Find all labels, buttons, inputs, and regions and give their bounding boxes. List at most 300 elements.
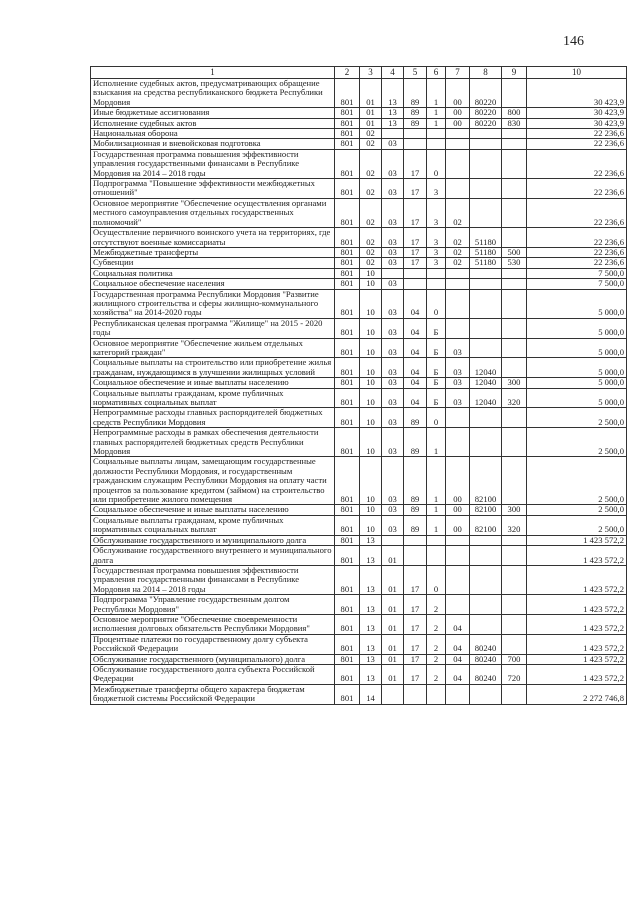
table-row bbox=[91, 279, 627, 289]
code-cell: 3 bbox=[427, 228, 446, 248]
code-cell bbox=[470, 318, 502, 338]
column-header: 8 bbox=[470, 67, 502, 79]
code-cell: 01 bbox=[382, 595, 404, 615]
code-cell bbox=[427, 268, 446, 278]
table-row bbox=[91, 289, 627, 318]
table-row bbox=[91, 228, 627, 248]
code-cell bbox=[427, 129, 446, 139]
code-cell: 01 bbox=[360, 79, 382, 108]
code-cell: 04 bbox=[404, 358, 427, 378]
code-cell: 03 bbox=[382, 198, 404, 227]
code-cell bbox=[502, 289, 527, 318]
column-header: 6 bbox=[427, 67, 446, 79]
code-cell bbox=[470, 198, 502, 227]
code-cell: 02 bbox=[360, 228, 382, 248]
amount-cell: 22 236,6 bbox=[527, 198, 627, 227]
amount-cell: 5 000,0 bbox=[527, 378, 627, 388]
code-cell bbox=[470, 268, 502, 278]
code-cell: 801 bbox=[335, 129, 360, 139]
code-cell: 89 bbox=[404, 79, 427, 108]
code-cell bbox=[502, 279, 527, 289]
code-cell bbox=[502, 268, 527, 278]
column-header: 3 bbox=[360, 67, 382, 79]
code-cell: 13 bbox=[360, 565, 382, 594]
column-header: 9 bbox=[502, 67, 527, 79]
code-cell: 80240 bbox=[470, 654, 502, 664]
code-cell bbox=[404, 268, 427, 278]
code-cell: 17 bbox=[404, 149, 427, 178]
code-cell: 03 bbox=[382, 505, 404, 515]
row-name: Обслуживание государственного долга субъекта Российской Федерации bbox=[91, 664, 335, 684]
code-cell: 03 bbox=[382, 378, 404, 388]
code-cell: 530 bbox=[502, 258, 527, 268]
column-header: 2 bbox=[335, 67, 360, 79]
amount-cell: 2 500,0 bbox=[527, 515, 627, 535]
code-cell: 2 bbox=[427, 595, 446, 615]
code-cell bbox=[446, 546, 470, 566]
column-header: 7 bbox=[446, 67, 470, 79]
code-cell bbox=[446, 289, 470, 318]
amount-cell: 2 500,0 bbox=[527, 457, 627, 505]
code-cell: 00 bbox=[446, 515, 470, 535]
code-cell: 13 bbox=[382, 79, 404, 108]
code-cell bbox=[502, 428, 527, 457]
code-cell: 801 bbox=[335, 664, 360, 684]
code-cell bbox=[404, 535, 427, 545]
table-row bbox=[91, 614, 627, 634]
code-cell: 13 bbox=[360, 535, 382, 545]
table-row bbox=[91, 338, 627, 358]
code-cell: 0 bbox=[427, 408, 446, 428]
code-cell: 801 bbox=[335, 408, 360, 428]
code-cell: 17 bbox=[404, 634, 427, 654]
row-name: Социальные выплаты на строительство или приобретение жилья гражданам, нуждающимся в улучшении жилищных условий bbox=[91, 358, 335, 378]
code-cell: 801 bbox=[335, 198, 360, 227]
code-cell bbox=[446, 535, 470, 545]
row-name: Непрограммные расходы в рамках обеспечения деятельности главных распорядителей бюджетных средств Республики Мордовия bbox=[91, 428, 335, 457]
code-cell bbox=[502, 149, 527, 178]
code-cell: 12040 bbox=[470, 358, 502, 378]
amount-cell: 22 236,6 bbox=[527, 149, 627, 178]
code-cell: Б bbox=[427, 378, 446, 388]
code-cell: 89 bbox=[404, 515, 427, 535]
code-cell: 10 bbox=[360, 338, 382, 358]
code-cell: 801 bbox=[335, 515, 360, 535]
code-cell: 00 bbox=[446, 457, 470, 505]
code-cell: 320 bbox=[502, 515, 527, 535]
code-cell: 14 bbox=[360, 684, 382, 704]
code-cell bbox=[470, 179, 502, 199]
row-name: Социальное обеспечение и иные выплаты населению bbox=[91, 505, 335, 515]
code-cell: 00 bbox=[446, 108, 470, 118]
row-name: Социальное обеспечение и иные выплаты населению bbox=[91, 378, 335, 388]
code-cell bbox=[446, 268, 470, 278]
code-cell: 3 bbox=[427, 179, 446, 199]
code-cell: 82100 bbox=[470, 505, 502, 515]
code-cell: 03 bbox=[382, 289, 404, 318]
amount-cell: 2 272 746,8 bbox=[527, 684, 627, 704]
code-cell bbox=[470, 595, 502, 615]
amount-cell: 22 236,6 bbox=[527, 228, 627, 248]
amount-cell: 7 500,0 bbox=[527, 279, 627, 289]
code-cell bbox=[382, 684, 404, 704]
code-cell: 01 bbox=[382, 634, 404, 654]
code-cell bbox=[502, 139, 527, 149]
table-row bbox=[91, 388, 627, 408]
code-cell bbox=[446, 565, 470, 594]
row-name: Социальные выплаты гражданам, кроме публичных нормативных социальных выплат bbox=[91, 388, 335, 408]
amount-cell: 2 500,0 bbox=[527, 428, 627, 457]
code-cell: 01 bbox=[360, 108, 382, 118]
code-cell: 801 bbox=[335, 535, 360, 545]
row-name: Процентные платежи по государственному долгу субъекта Российской Федерации bbox=[91, 634, 335, 654]
code-cell: 02 bbox=[360, 179, 382, 199]
code-cell: 2 bbox=[427, 654, 446, 664]
budget-table bbox=[90, 66, 627, 705]
code-cell: 04 bbox=[446, 664, 470, 684]
code-cell: 02 bbox=[446, 258, 470, 268]
code-cell bbox=[427, 546, 446, 566]
row-name: Государственная программа повышения эффективности управления государственными финансами в Республике Мордовия на 2014 – 2018 годы bbox=[91, 565, 335, 594]
amount-cell: 22 236,6 bbox=[527, 129, 627, 139]
code-cell: Б bbox=[427, 358, 446, 378]
code-cell: 801 bbox=[335, 118, 360, 128]
column-header: 1 bbox=[91, 67, 335, 79]
code-cell bbox=[502, 408, 527, 428]
code-cell: 700 bbox=[502, 654, 527, 664]
row-name: Государственная программа Республики Мордовия "Развитие жилищного строительства и сферы жилищно-коммунального хозяйства" на 2014-2020 годы bbox=[91, 289, 335, 318]
code-cell bbox=[404, 139, 427, 149]
code-cell: 801 bbox=[335, 279, 360, 289]
row-name: Государственная программа повышения эффективности управления государственными финансами в Республике Мордовия на 2014 – 2018 годы bbox=[91, 149, 335, 178]
code-cell: 10 bbox=[360, 388, 382, 408]
amount-cell: 1 423 572,2 bbox=[527, 565, 627, 594]
code-cell: 51180 bbox=[470, 258, 502, 268]
code-cell: 3 bbox=[427, 258, 446, 268]
amount-cell: 5 000,0 bbox=[527, 388, 627, 408]
code-cell: 801 bbox=[335, 457, 360, 505]
code-cell: 82100 bbox=[470, 515, 502, 535]
code-cell: 01 bbox=[382, 664, 404, 684]
row-name: Межбюджетные трансферты bbox=[91, 247, 335, 257]
code-cell: 03 bbox=[382, 228, 404, 248]
table-row bbox=[91, 634, 627, 654]
code-cell bbox=[502, 228, 527, 248]
code-cell: 801 bbox=[335, 108, 360, 118]
code-cell bbox=[502, 318, 527, 338]
code-cell bbox=[446, 279, 470, 289]
code-cell: 02 bbox=[360, 149, 382, 178]
column-header: 4 bbox=[382, 67, 404, 79]
code-cell: 500 bbox=[502, 247, 527, 257]
code-cell: 801 bbox=[335, 228, 360, 248]
code-cell bbox=[502, 358, 527, 378]
code-cell: 720 bbox=[502, 664, 527, 684]
code-cell: 89 bbox=[404, 108, 427, 118]
amount-cell: 22 236,6 bbox=[527, 247, 627, 257]
code-cell: 1 bbox=[427, 428, 446, 457]
code-cell bbox=[470, 149, 502, 178]
code-cell: 13 bbox=[360, 546, 382, 566]
code-cell: 03 bbox=[382, 515, 404, 535]
code-cell: 801 bbox=[335, 318, 360, 338]
code-cell: 1 bbox=[427, 79, 446, 108]
amount-cell: 30 423,9 bbox=[527, 79, 627, 108]
code-cell: 89 bbox=[404, 118, 427, 128]
code-cell: 01 bbox=[382, 546, 404, 566]
code-cell bbox=[502, 535, 527, 545]
code-cell: 320 bbox=[502, 388, 527, 408]
code-cell: 89 bbox=[404, 457, 427, 505]
code-cell: 03 bbox=[446, 388, 470, 408]
table-row bbox=[91, 408, 627, 428]
table-row bbox=[91, 358, 627, 378]
code-cell: 03 bbox=[382, 149, 404, 178]
amount-cell: 30 423,9 bbox=[527, 108, 627, 118]
code-cell: 04 bbox=[404, 378, 427, 388]
table-row bbox=[91, 457, 627, 505]
amount-cell: 5 000,0 bbox=[527, 338, 627, 358]
code-cell: 0 bbox=[427, 289, 446, 318]
code-cell bbox=[427, 279, 446, 289]
code-cell: 04 bbox=[446, 654, 470, 664]
code-cell: 10 bbox=[360, 408, 382, 428]
code-cell: 01 bbox=[382, 614, 404, 634]
code-cell: 801 bbox=[335, 634, 360, 654]
code-cell: 12040 bbox=[470, 388, 502, 408]
code-cell: 02 bbox=[446, 228, 470, 248]
code-cell: 1 bbox=[427, 118, 446, 128]
table-row bbox=[91, 654, 627, 664]
code-cell bbox=[470, 428, 502, 457]
code-cell: 10 bbox=[360, 268, 382, 278]
code-cell: 03 bbox=[382, 247, 404, 257]
table-row bbox=[91, 129, 627, 139]
code-cell: 801 bbox=[335, 428, 360, 457]
row-name: Непрограммные расходы главных распорядителей бюджетных средств Республики Мордовия bbox=[91, 408, 335, 428]
table-row bbox=[91, 428, 627, 457]
code-cell: 801 bbox=[335, 505, 360, 515]
code-cell: 51180 bbox=[470, 247, 502, 257]
code-cell: 801 bbox=[335, 358, 360, 378]
row-name: Обслуживание государственного (муниципального) долга bbox=[91, 654, 335, 664]
code-cell: 80220 bbox=[470, 118, 502, 128]
code-cell bbox=[502, 79, 527, 108]
amount-cell: 22 236,6 bbox=[527, 258, 627, 268]
table-row bbox=[91, 318, 627, 338]
table-row bbox=[91, 684, 627, 704]
code-cell bbox=[502, 129, 527, 139]
code-cell: 17 bbox=[404, 664, 427, 684]
amount-cell: 1 423 572,2 bbox=[527, 595, 627, 615]
code-cell bbox=[382, 535, 404, 545]
code-cell: 17 bbox=[404, 595, 427, 615]
code-cell bbox=[502, 457, 527, 505]
code-cell: 1 bbox=[427, 108, 446, 118]
code-cell: Б bbox=[427, 388, 446, 408]
row-name: Основное мероприятие "Обеспечение жильем отдельных категорий граждан" bbox=[91, 338, 335, 358]
code-cell bbox=[502, 546, 527, 566]
code-cell bbox=[502, 595, 527, 615]
code-cell: 10 bbox=[360, 505, 382, 515]
code-cell: 300 bbox=[502, 505, 527, 515]
code-cell: 10 bbox=[360, 318, 382, 338]
code-cell: 800 bbox=[502, 108, 527, 118]
code-cell: 10 bbox=[360, 515, 382, 535]
code-cell: 04 bbox=[446, 634, 470, 654]
code-cell bbox=[427, 139, 446, 149]
row-name: Исполнение судебных актов, предусматривающих обращение взыскания на средства республиканского бюджета Республики Мордовия bbox=[91, 79, 335, 108]
code-cell bbox=[502, 179, 527, 199]
table-row bbox=[91, 258, 627, 268]
code-cell: 03 bbox=[382, 388, 404, 408]
code-cell bbox=[470, 408, 502, 428]
code-cell: 02 bbox=[360, 247, 382, 257]
code-cell: 03 bbox=[382, 457, 404, 505]
row-name: Социальное обеспечение населения bbox=[91, 279, 335, 289]
row-name: Социальные выплаты гражданам, кроме публичных нормативных социальных выплат bbox=[91, 515, 335, 535]
code-cell: 02 bbox=[360, 129, 382, 139]
code-cell: 801 bbox=[335, 268, 360, 278]
code-cell bbox=[470, 139, 502, 149]
code-cell bbox=[382, 129, 404, 139]
code-cell: 13 bbox=[360, 664, 382, 684]
code-cell bbox=[470, 565, 502, 594]
code-cell: 04 bbox=[446, 614, 470, 634]
code-cell: 00 bbox=[446, 79, 470, 108]
code-cell: 89 bbox=[404, 408, 427, 428]
row-name: Иные бюджетные ассигнования bbox=[91, 108, 335, 118]
code-cell: 17 bbox=[404, 258, 427, 268]
row-name: Осуществление первичного воинского учета на территориях, где отсутствуют военные комиссариаты bbox=[91, 228, 335, 248]
code-cell: 89 bbox=[404, 428, 427, 457]
code-cell: 01 bbox=[382, 654, 404, 664]
code-cell: 0 bbox=[427, 565, 446, 594]
code-cell: 801 bbox=[335, 388, 360, 408]
code-cell: 801 bbox=[335, 139, 360, 149]
code-cell: 80240 bbox=[470, 634, 502, 654]
code-cell: 2 bbox=[427, 634, 446, 654]
table-body bbox=[91, 79, 627, 705]
code-cell bbox=[446, 318, 470, 338]
code-cell: 82100 bbox=[470, 457, 502, 505]
amount-cell: 2 500,0 bbox=[527, 505, 627, 515]
code-cell bbox=[382, 268, 404, 278]
amount-cell: 22 236,6 bbox=[527, 139, 627, 149]
code-cell: 17 bbox=[404, 179, 427, 199]
code-cell: 13 bbox=[382, 118, 404, 128]
code-cell bbox=[446, 684, 470, 704]
code-cell bbox=[404, 684, 427, 704]
code-cell: 17 bbox=[404, 565, 427, 594]
amount-cell: 1 423 572,2 bbox=[527, 634, 627, 654]
code-cell: 801 bbox=[335, 546, 360, 566]
code-cell bbox=[502, 198, 527, 227]
code-cell bbox=[470, 279, 502, 289]
code-cell: 03 bbox=[446, 358, 470, 378]
page-number: 146 bbox=[563, 34, 584, 49]
code-cell: 3 bbox=[427, 247, 446, 257]
code-cell: 01 bbox=[360, 118, 382, 128]
code-cell: 1 bbox=[427, 505, 446, 515]
code-cell: 801 bbox=[335, 149, 360, 178]
amount-cell: 2 500,0 bbox=[527, 408, 627, 428]
code-cell bbox=[446, 179, 470, 199]
code-cell bbox=[502, 634, 527, 654]
column-header: 5 bbox=[404, 67, 427, 79]
row-name: Мобилизационная и вневойсковая подготовка bbox=[91, 139, 335, 149]
code-cell: 801 bbox=[335, 179, 360, 199]
code-cell: 02 bbox=[360, 198, 382, 227]
table-row bbox=[91, 378, 627, 388]
table-row bbox=[91, 247, 627, 257]
row-name: Обслуживание государственного внутреннего и муниципального долга bbox=[91, 546, 335, 566]
code-cell: 1 bbox=[427, 515, 446, 535]
code-cell bbox=[446, 139, 470, 149]
code-cell: 10 bbox=[360, 457, 382, 505]
code-cell bbox=[502, 614, 527, 634]
code-cell: 17 bbox=[404, 228, 427, 248]
table-row bbox=[91, 268, 627, 278]
code-cell: 80240 bbox=[470, 664, 502, 684]
amount-cell: 5 000,0 bbox=[527, 358, 627, 378]
code-cell: 17 bbox=[404, 198, 427, 227]
table-row bbox=[91, 108, 627, 118]
row-name: Основное мероприятие "Обеспечение своевременности исполнения долговых обязательств Республики Мордовия" bbox=[91, 614, 335, 634]
amount-cell: 1 423 572,2 bbox=[527, 546, 627, 566]
table-row bbox=[91, 179, 627, 199]
table-row bbox=[91, 118, 627, 128]
code-cell bbox=[470, 614, 502, 634]
code-cell: 04 bbox=[404, 338, 427, 358]
code-cell: 10 bbox=[360, 289, 382, 318]
code-cell: 80220 bbox=[470, 108, 502, 118]
code-cell: 801 bbox=[335, 565, 360, 594]
code-cell: 13 bbox=[360, 654, 382, 664]
table-row bbox=[91, 595, 627, 615]
code-cell: 03 bbox=[446, 338, 470, 358]
code-cell: 801 bbox=[335, 614, 360, 634]
code-cell bbox=[446, 149, 470, 178]
row-name: Подпрограмма "Управление государственным долгом Республики Мордовия" bbox=[91, 595, 335, 615]
code-cell bbox=[446, 428, 470, 457]
table-row bbox=[91, 565, 627, 594]
code-cell bbox=[470, 129, 502, 139]
code-cell bbox=[470, 684, 502, 704]
code-cell: 03 bbox=[382, 258, 404, 268]
code-cell bbox=[446, 408, 470, 428]
code-cell: 01 bbox=[382, 565, 404, 594]
code-cell: 10 bbox=[360, 358, 382, 378]
code-cell: 51180 bbox=[470, 228, 502, 248]
row-name: Основное мероприятие "Обеспечение осуществления органами местного самоуправления отдельных государственных полномочий" bbox=[91, 198, 335, 227]
code-cell: 00 bbox=[446, 505, 470, 515]
code-cell: 02 bbox=[360, 139, 382, 149]
code-cell: 801 bbox=[335, 247, 360, 257]
code-cell: 80220 bbox=[470, 79, 502, 108]
code-cell: 03 bbox=[382, 139, 404, 149]
code-cell: 1 bbox=[427, 457, 446, 505]
amount-cell: 5 000,0 bbox=[527, 289, 627, 318]
code-cell: 801 bbox=[335, 258, 360, 268]
code-cell: 801 bbox=[335, 79, 360, 108]
code-cell bbox=[470, 546, 502, 566]
code-cell: 03 bbox=[382, 279, 404, 289]
table-row bbox=[91, 664, 627, 684]
code-cell: 03 bbox=[382, 358, 404, 378]
code-cell bbox=[470, 289, 502, 318]
code-cell: 10 bbox=[360, 428, 382, 457]
